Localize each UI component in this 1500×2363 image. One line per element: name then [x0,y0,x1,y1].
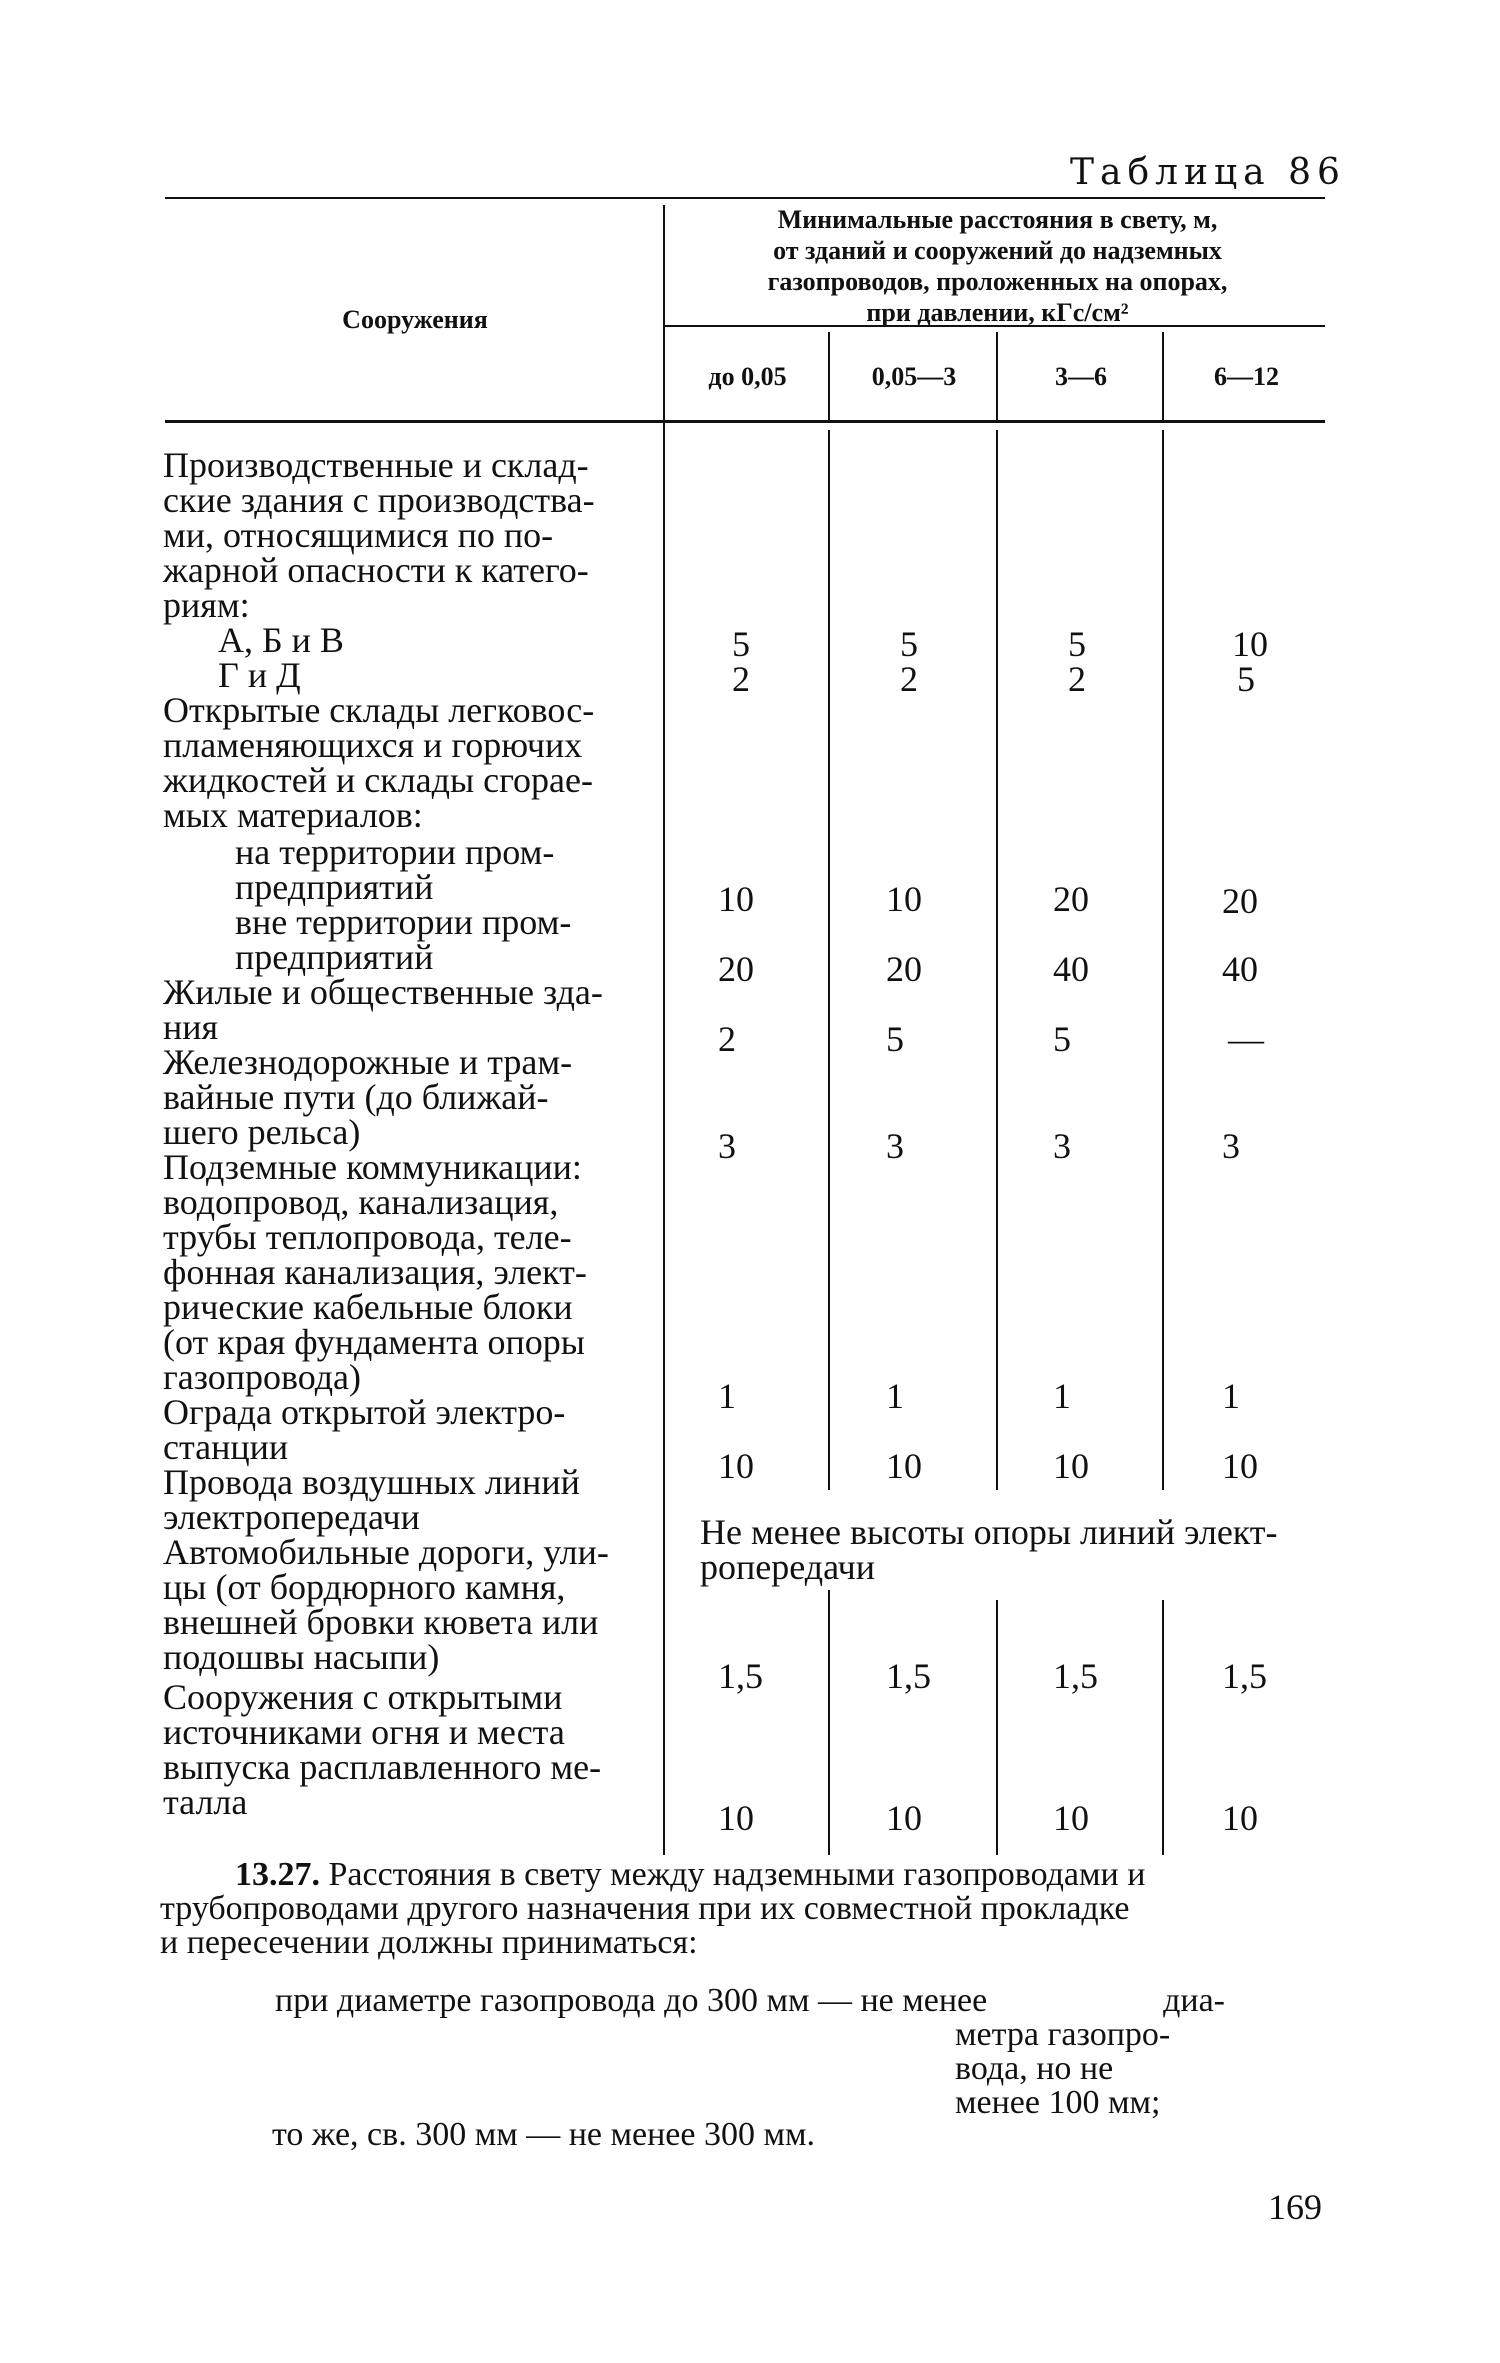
table-cell: 10 [1232,624,1268,664]
table-cell: 10 [1222,1446,1258,1486]
spanning-cell: Не менее высоты опоры линий элект- ропередачи [700,1512,1278,1587]
table-cell: 1,5 [1222,1656,1267,1696]
row-label: Подземные коммуникации: водопровод, канализация, трубы теплопровода, теле- фонная канализация, элект- рические кабельные блоки (от края фундамента опоры газопровода) [163,1147,587,1397]
table-cell: 10 [1053,1798,1089,1838]
group-header-line: от зданий и сооружений до надземных [773,236,1222,265]
row-label: Автомобильные дороги, ули- цы (от бордюрного камня, внешней бровки кювета или подошвы насыпи) [163,1532,609,1677]
group-header-line: газопроводов, проложенных на опорах, [767,267,1228,296]
row-label: Железнодорожные и трам- вайные пути (до ближай- шего рельса) [163,1042,573,1152]
table-cell: 10 [718,879,754,919]
table-cell: 20 [718,949,754,989]
row-label: Ограда открытой электро- станции [163,1392,566,1467]
table-cell: 1,5 [1053,1656,1098,1696]
table-cell: 10 [886,1798,922,1838]
table-cell: 10 [886,879,922,919]
table-cell: 10 [1222,1798,1258,1838]
list-item: при диаметре газопровода до 300 мм — не менее [275,1982,988,2019]
row-label: Открытые склады легковос- пламеняющихся и горючих жидкостей и склады сгорае- мых материалов: [163,690,595,835]
row-label: на территории пром- предприятий [235,832,555,907]
table-cell: 10 [718,1446,754,1486]
table-cell: 10 [886,1446,922,1486]
table-cell: 1 [718,1376,736,1416]
page-number: 169 [1268,2187,1322,2227]
table-cell: 3 [1053,1126,1071,1166]
table-cell: 5 [900,624,918,664]
row-label: Г и Д [218,655,301,695]
group-header-line: при давлении, кГс/см² [866,298,1129,327]
list-item: то же, св. 300 мм — не менее 300 мм. [272,2116,816,2153]
table-cell: 1,5 [718,1656,763,1696]
header-bottom-rule [165,420,1325,423]
stub-separator [663,205,665,1855]
column-separator [996,430,998,1490]
column-separator [828,1590,830,1855]
table-cell: 20 [1053,879,1089,919]
table-cell: 2 [900,659,918,699]
table-cell: 10 [718,1798,754,1838]
table-caption: Таблица 86 [1070,152,1346,193]
table-cell: 1 [886,1376,904,1416]
column-separator [828,332,830,420]
table-cell: 40 [1222,949,1258,989]
column-separator [996,332,998,420]
column-header: 0,05—3 [871,362,957,391]
table-cell: 3 [718,1126,736,1166]
row-label: А, Б и В [218,620,344,660]
stub-header: Сооружения [342,305,488,334]
table-cell: 10 [1053,1446,1089,1486]
row-label: Провода воздушных линий электропередачи [163,1462,580,1537]
column-separator [828,430,830,1490]
column-header: 3—6 [1055,362,1107,391]
column-header: 6—12 [1214,362,1279,391]
table-cell: 2 [1068,659,1086,699]
table-cell: 5 [1237,659,1255,699]
row-label: вне территории пром- предприятий [235,902,572,977]
table-cell: 3 [1222,1126,1240,1166]
column-separator [996,1600,998,1855]
table-cell: 20 [886,949,922,989]
column-separator [1162,1600,1164,1855]
table-cell: 5 [886,1019,904,1059]
table-cell: 1,5 [886,1656,931,1696]
table-cell: 1 [1053,1376,1071,1416]
table-top-rule [165,197,1325,199]
paragraph-number: 13.27. [235,1856,320,1893]
paragraph-13-27: 13.27. Расстояния в свету между надземными газопроводами и трубопроводами другого назначения при их совместной прокладке и пересечении должны приниматься: [160,1856,1146,1961]
table-cell: 5 [1053,1019,1071,1059]
column-separator [1162,430,1164,1490]
table-cell: 5 [732,624,750,664]
table-cell: 3 [886,1126,904,1166]
table-cell: 2 [732,659,750,699]
table-cell: 20 [1222,881,1258,921]
column-separator [1162,332,1164,420]
group-header-line: Минимальные расстояния в свету, м, [777,205,1218,234]
table-cell: 40 [1053,949,1089,989]
group-header [670,204,1325,328]
row-label: Производственные и склад- ские здания с производства- ми, относящимися по по- жарной опасности к катего- риям: [163,445,595,625]
list-item-continuation: диа- метра газопро- вода, но не менее 100 мм; [955,1982,1225,2121]
column-header: до 0,05 [708,362,787,391]
table-cell: — [1228,1019,1264,1059]
table-cell: 2 [718,1019,736,1059]
table-cell: 1 [1222,1376,1240,1416]
row-label: Жилые и общественные зда- ния [163,972,603,1047]
row-label: Сооружения с открытыми источниками огня и места выпуска расплавленного ме- талла [163,1677,602,1822]
table-cell: 5 [1068,624,1086,664]
